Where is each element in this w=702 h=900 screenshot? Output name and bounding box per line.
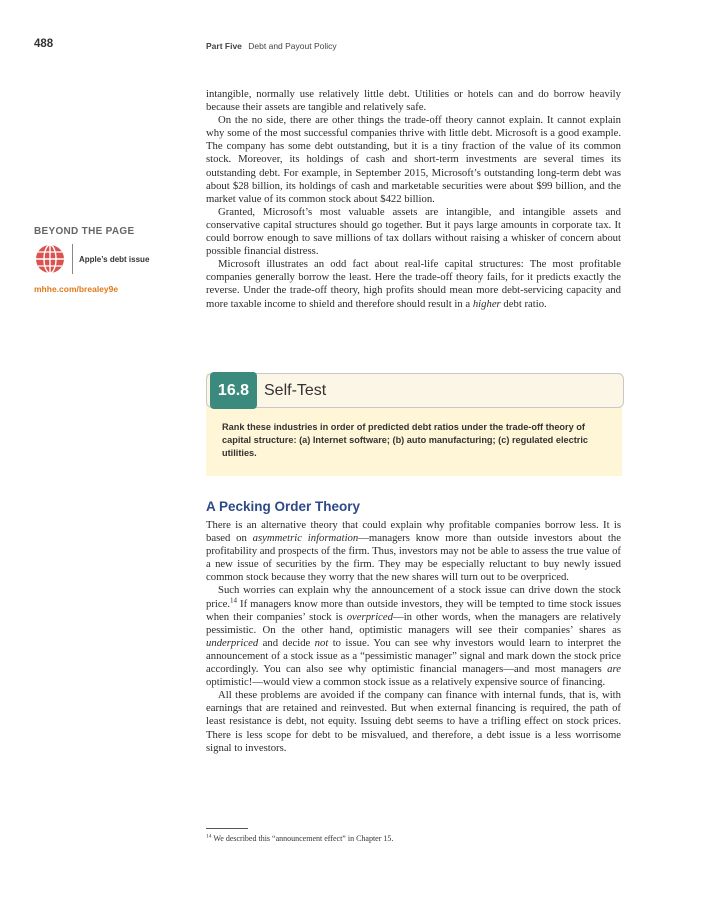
paragraph	[206, 584, 621, 689]
chapter-label: Debt and Payout Policy	[248, 41, 337, 51]
text-run: If managers know more than outside investors, they will be tempted to time stock issues when their companies’ stock is	[206, 597, 621, 623]
text-run: to issue. You can see why investors would learn to interpret the announcement of a stock issue as a “pessimistic manager” signal and mark down the stock price accordingly. You can also see why optimistic financial managers—and most managers	[206, 636, 622, 676]
self-test-number: 16.8	[210, 372, 257, 409]
paragraph: All these problems are avoided if the company can finance with internal funds, that is, with earnings that are retained and reinvested. But when external financing is required, the path of least resistance is debt, not equity. Issuing debt seems to have a trifling effect on stock prices. There is less scope for debt to be misvalued, and therefore, a debt issue is a less worrisome signal to investors.	[206, 689, 621, 754]
section-heading: A Pecking Order Theory	[206, 499, 361, 514]
italic-text: overpriced	[346, 610, 393, 623]
part-label: Part Five	[206, 41, 242, 51]
beyond-the-page-box	[34, 226, 184, 294]
self-test-title: Self-Test	[264, 382, 327, 399]
globe-icon	[34, 243, 66, 275]
beyond-row[interactable]	[34, 243, 184, 275]
paragraph	[206, 519, 621, 584]
beyond-title: BEYOND THE PAGE	[34, 226, 135, 237]
text-run: There is an alternative theory that could explain why profitable companies borrow less. It is based on	[206, 519, 621, 545]
text-run: debt ratio.	[503, 297, 547, 310]
beyond-label: Apple’s debt issue	[79, 254, 150, 264]
paragraph: On the no side, there are other things the trade-off theory cannot explain. It cannot explain why some of the most successful companies thrive with little debt. Microsoft is a good example. The company has some debt outstanding, but it is a tiny fraction of the value of its common stock. Moreover, its holdings of cash and short-term investments are several times its outstanding debt. For example, in September 2015, Microsoft’s outstanding long-term debt was about $28 billion, its holdings of cash and marketable securities were about $99 billion, and the market value of its common stock about $422 billion.	[206, 114, 621, 205]
italic-text: asymmetric information	[252, 532, 359, 545]
italic-text: underpriced	[206, 636, 259, 649]
self-test-header	[206, 373, 624, 408]
text-run: —managers know more than outside investors about the profitability and prospects of the firm. Thus, investors may not be able to assess the true value of a new issue of securities by the firm. They may be especially reluctant to buy newly issued common stock because they worry that the new shares will turn out to be overpriced.	[206, 532, 621, 584]
footnote-ref[interactable]: 14	[230, 596, 238, 604]
footnote-text: We described this “announcement effect” in Chapter 15.	[213, 834, 394, 843]
divider	[72, 244, 73, 274]
italic-text: higher	[472, 297, 501, 310]
text-run: optimistic!—would view a common stock issue as a relatively expensive source of financing.	[206, 676, 606, 689]
body-text-top	[206, 88, 621, 311]
beyond-link[interactable]: mhhe.com/brealey9e	[34, 284, 119, 294]
self-test-box	[206, 373, 622, 476]
paragraph: Granted, Microsoft’s most valuable assets are intangible, and intangible assets and conservative capital structures should go together. But it pays large amounts in corporate tax. It could borrow enough to save millions of tax dollars without raising a whisker of concern about possible financial distress.	[206, 205, 621, 258]
text-run: Microsoft illustrates an odd fact about real-life capital structures: The most profitable companies generally borrow the least. Here the trade-off theory fails, for it predicts exactly the reverse. Under the trade-off theory, high profits should mean more debt-servicing capacity and more taxable income to shield and therefore should result in a	[206, 258, 621, 310]
italic-text: are	[607, 663, 621, 676]
self-test-question: Rank these industries in order of predicted debt ratios under the trade-off theory of capital structure: (a) Internet software; (b) auto manufacturing; (c) regulated electric utilities.	[222, 422, 589, 458]
text-run: Such worries can explain why the announcement of a stock issue can drive down the stock price.	[206, 584, 621, 610]
footnote-rule	[206, 828, 248, 829]
running-head	[206, 41, 337, 51]
footnote-number: 14	[206, 833, 212, 840]
footnote	[206, 834, 393, 843]
paragraph	[206, 258, 621, 310]
italic-text: not	[314, 636, 329, 649]
text-run: and decide	[262, 636, 311, 649]
page-number: 488	[34, 38, 54, 50]
text-run: —in other words, when the managers are relatively pessimistic. On the other hand, optimistic managers will see their companies’ shares as	[206, 610, 622, 636]
body-text-pecking	[206, 519, 621, 755]
paragraph: intangible, normally use relatively little debt. Utilities or hotels can and do borrow heavily because their assets are tangible and relatively safe.	[206, 88, 621, 114]
